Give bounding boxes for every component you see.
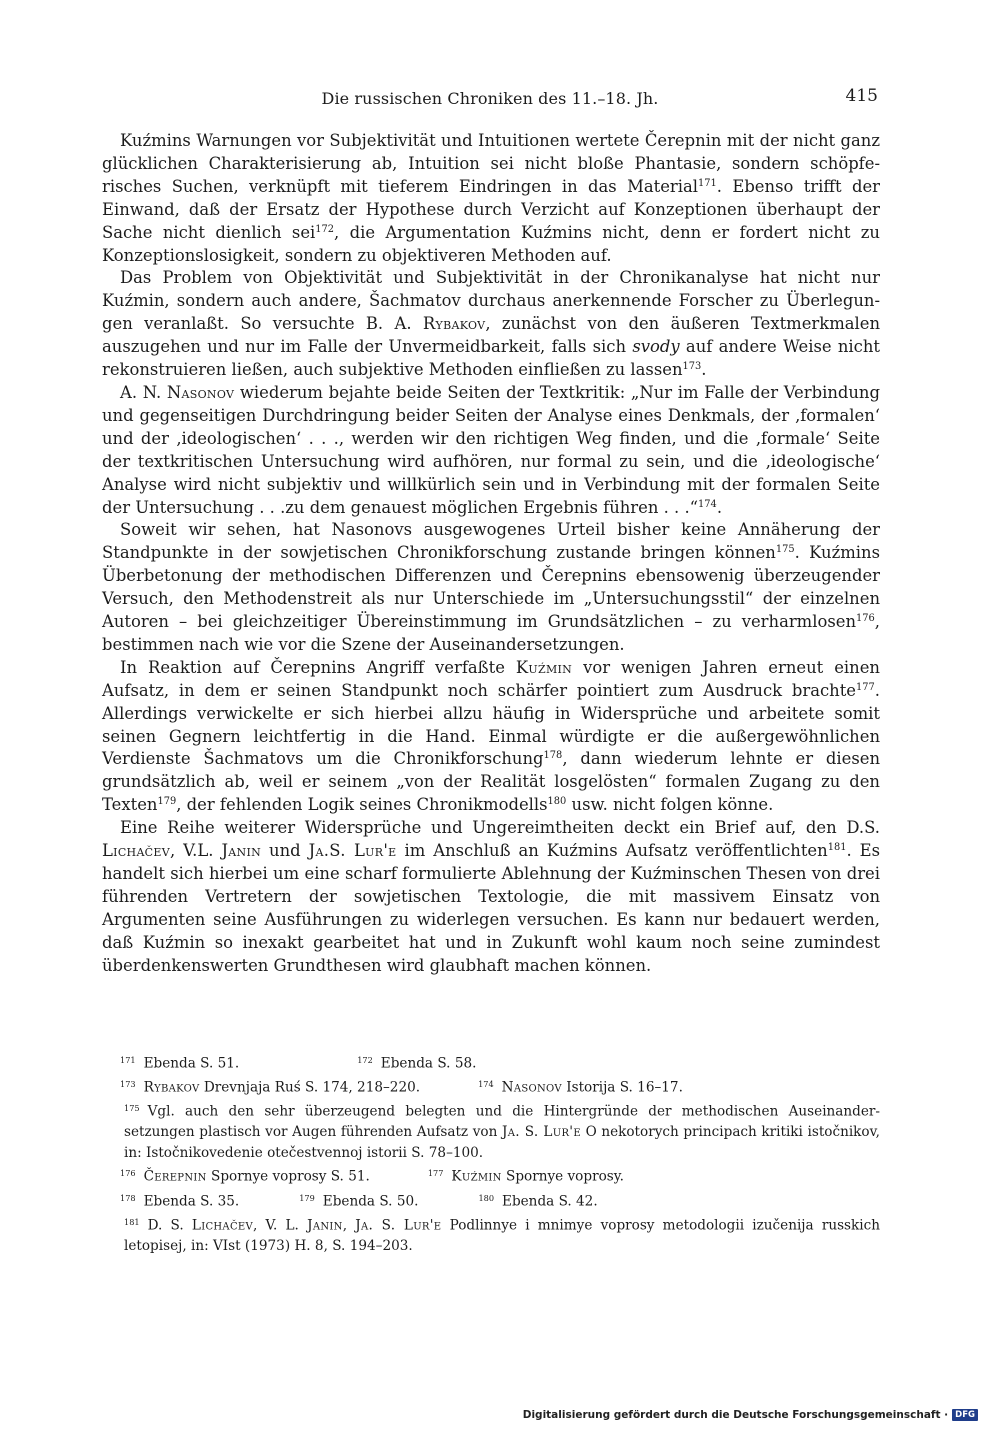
text-run: . Kuźmins Überbetonung der methodischen Differenzen und Čerepnins ebensowenig überzeugender Versuch, den Methodenstreit als nur Unterschiede im „Untersuchungsstil“ der einzelnen Autoren – bei gleichzeitiger Übereinstimmung im Grundsätzlichen – zu verharmlosen [102, 543, 880, 632]
footnote-author: Čerepnin [143, 1168, 207, 1185]
footnote-172 [359, 1050, 476, 1074]
body-paragraph [102, 267, 880, 382]
footnote-reference: 175 [775, 544, 795, 556]
footnote-text: , [342, 1217, 356, 1234]
footnote-number: 171 [120, 1055, 136, 1065]
text-run: wiederum bejahte beide Seiten der Textkritik: „Nur im Falle der Verbindung und gegenseitigen Durchdringung beider Seiten der Analyse eines Denkmals, der ‚formalen‘ und der ‚ideologischen‘ . . ., werden wir den richtigen Weg finden, und die ‚formale‘ Seite der textkritischen Untersuchung wird aufhören, nur formal zu sein, und die ‚ideologische‘ Analyse wird nicht subjektiv und willkürlich sein und in Verbindung mit der formalen Seite der Untersuchung . . .zu dem genauest möglichen Ergebnis führen . . .“ [102, 382, 880, 517]
footnote-178 [122, 1188, 239, 1212]
footnote-reference: 181 [827, 842, 847, 853]
footnote-179 [301, 1188, 418, 1212]
text-run: . Allerdings verwickelte er sich hierbei allzu häufig in Widersprüche und arbeitete somit seinen Gegnern leichtfertig in die Hand. Einmal würdigte er die außergewöhnlichen Verdienste Šachmatovs um die Chronikforschung [102, 680, 880, 769]
footnote-text: Istorija S. 16–17. [561, 1079, 683, 1096]
footnote-reference: 179 [157, 796, 177, 808]
text-run: . [701, 360, 707, 380]
footnote-175 [102, 1098, 880, 1163]
emphasized-term: svody [632, 337, 680, 357]
text-run: A. N. [120, 382, 167, 402]
running-head [102, 86, 878, 112]
footnote-reference: 174 [698, 498, 717, 510]
text-run: , V.L. [169, 841, 222, 861]
digitization-credit [523, 1409, 978, 1421]
text-run: Eine Reihe weiterer Widersprüche und Ungereimtheiten deckt ein Brief auf, den D.S. [120, 818, 880, 838]
footnote-text: Ebenda S. 35. [143, 1192, 240, 1209]
running-title: Die russischen Chroniken des 11.–18. Jh. [321, 89, 659, 108]
author-name: Lichačev [102, 841, 170, 861]
footnote-174 [480, 1074, 683, 1098]
text-run: . Es handelt sich hierbei um eine scharf formulierte Ablehnung der Kuźminschen Thesen von drei führenden Vertretern der sowjetischen Textologie, die mit massivem Einsatz von Argumenten seine Ausführungen zu widerlegen versuchen. Es kann nur bedauert werden, daß Kuźmin so inexakt gearbeitet hat und in Zukunft wohl kaum noch seine zumindest überdenkenswerten Grundthesen wird glaubhaft machen können. [102, 841, 881, 975]
text-run: , die Argumentation Kuźmins nicht, denn er fordert nicht zu Konzeptionslosigkeit, sondern zu objektiveren Methoden auf. [102, 222, 880, 265]
footnote-text: D. S. [147, 1217, 192, 1234]
dfg-logo: DFG [952, 1409, 978, 1421]
footnote-181 [102, 1212, 880, 1257]
footnote-row [102, 1074, 880, 1098]
footnote-text: Ebenda S. 42. [502, 1192, 598, 1209]
author-name: Rybakov [422, 314, 486, 334]
footnote-text: Ebenda S. 51. [143, 1055, 240, 1072]
footnote-text: Spornye voprosy. [501, 1168, 624, 1185]
footnote-173 [122, 1074, 420, 1098]
text-run: im Anschluß an Kuźmins Aufsatz veröffentlichten [396, 841, 828, 861]
footnote-180 [480, 1188, 597, 1212]
footnote-177 [427, 1163, 624, 1187]
footnote-number: 172 [357, 1055, 373, 1065]
text-run: . Ebenso trifft der Einwand, daß der Ersatz der Hypothese durch Verzicht auf Konzeptionen überhaupt der Sache nicht dienlich sei [102, 176, 880, 242]
body-paragraph [102, 519, 880, 656]
footnote-reference: 173 [682, 360, 702, 372]
footnote-row [102, 1163, 880, 1187]
footnote-number: 176 [120, 1168, 136, 1179]
text-run: und [261, 841, 309, 861]
footnote-reference: 172 [315, 223, 335, 235]
text-run: usw. nicht folgen könne. [566, 795, 774, 815]
footnote-reference: 180 [547, 796, 567, 808]
text-run: Das Problem von Objektivität und Subjektivität in der Chronikanalyse hat nicht nur Kuźmin, sondern auch andere, Šachmatov durchaus anerkennende Forscher zu Überlegungen veranlaßt. So versuchte B. A. [102, 268, 880, 334]
credit-text: Digitalisierung gefördert durch die Deutsche Forschungsgemeinschaft · [522, 1409, 949, 1421]
text-run: , der fehlenden Logik seines Chronikmodells [176, 795, 548, 815]
footnote-text: Ebenda S. 58. [380, 1055, 477, 1072]
text-run: Kuźmins Warnungen vor Subjektivität und Intuitionen wertete Čerepnin mit der nicht ganz glücklichen Charakterisierung ab, Intuition sei nicht bloße Phantasie, sondern schöpferisches Suchen, verknüpft mit tieferem Eindringen in das Material [102, 131, 880, 196]
footnote-text: Spornye voprosy S. 51. [206, 1168, 370, 1185]
footnote-author: Nasonov [501, 1079, 562, 1096]
footnote-171 [122, 1050, 239, 1074]
body-paragraph [102, 130, 880, 267]
footnote-number: 173 [120, 1079, 136, 1090]
text-run: In Reaktion auf Čerepnins Angriff verfaßte [120, 657, 516, 677]
footnote-author: Rybakov [143, 1079, 200, 1096]
body-text [102, 130, 880, 978]
text-run: , zunächst von den äußeren Textmerkmalen auszugehen und nur im Falle der Unvermeidbarkeit, falls sich [102, 314, 881, 357]
footnote-text: O nekotorych principach kritiki istočnikov, in: Istočnikovedenie otečestvennoj istorii S. 78–100. [124, 1124, 880, 1161]
footnote-row [102, 1188, 880, 1212]
text-run: Soweit wir sehen, hat Nasonovs ausgewogenes Urteil bisher keine Annäherung der Standpunkte in der sowjetischen Chronikforschung zustande bringen können [102, 520, 880, 563]
text-run: , bestimmen nach wie vor die Szene der Auseinandersetzungen. [102, 612, 880, 654]
footnote-text: , V. L. [253, 1217, 308, 1234]
footnote-text: Ebenda S. 50. [322, 1192, 419, 1209]
body-paragraph [102, 657, 880, 817]
author-name: Kuźmin [515, 657, 573, 677]
footnote-text: Podlinnye i mnimye voprosy metodologii izučenija russkich letopisej, in: VIst (1973) H. 8, S. 194–203. [124, 1217, 880, 1254]
body-paragraph [102, 382, 880, 519]
footnote-author: Ja. S. Lur'e [355, 1217, 442, 1234]
footnote-number: 180 [478, 1192, 495, 1203]
footnote-number: 178 [120, 1192, 136, 1203]
author-name: Janin [221, 841, 262, 861]
footnote-reference: 178 [543, 750, 563, 762]
footnote-text: Drevnjaja Ruś S. 174, 218–220. [199, 1079, 421, 1096]
footnote-number: 174 [478, 1079, 494, 1090]
body-paragraph [102, 817, 880, 977]
footnote-reference: 177 [856, 681, 875, 693]
footnote-number: 177 [427, 1168, 444, 1179]
author-name: Nasonov [166, 382, 235, 402]
text-run: auf andere Weise nicht rekonstruieren ließen, auch subjektive Methoden einfließen zu lassen [102, 337, 880, 380]
footnote-number: 179 [299, 1192, 315, 1203]
text-run: vor wenigen Jahren erneut einen Aufsatz, in dem er seinen Standpunkt noch schärfer pointiert zum Ausdruck brachte [102, 657, 880, 700]
footnote-row [102, 1050, 880, 1074]
text-run: , dann wiederum lehnte er diesen grundsätzlich ab, weil er seinem „von der Realität losgelösten“ formalen Zugang zu den Texten [102, 749, 880, 815]
footnote-author: Ja. S. Lur'e [501, 1124, 581, 1141]
footnote-number: 175 [124, 1103, 140, 1114]
footnote-reference: 176 [856, 612, 875, 624]
author-name: Ja.S. Lur'e [308, 841, 397, 861]
text-run: . [716, 497, 723, 517]
footnote-176 [122, 1163, 370, 1187]
footnote-number: 181 [124, 1216, 140, 1227]
footnote-author: Lichačev [191, 1217, 254, 1234]
footnote-text: Vgl. auch den sehr überzeugend belegten und die Hintergründe der methodischen Auseinandersetzungen plastisch vor Augen führenden Aufsatz von [124, 1103, 880, 1141]
page-number: 415 [845, 86, 878, 106]
footnote-reference: 171 [698, 177, 717, 189]
footnote-author: Janin [307, 1217, 343, 1234]
footnote-author: Kuźmin [451, 1168, 502, 1185]
footnotes [102, 1050, 880, 1256]
